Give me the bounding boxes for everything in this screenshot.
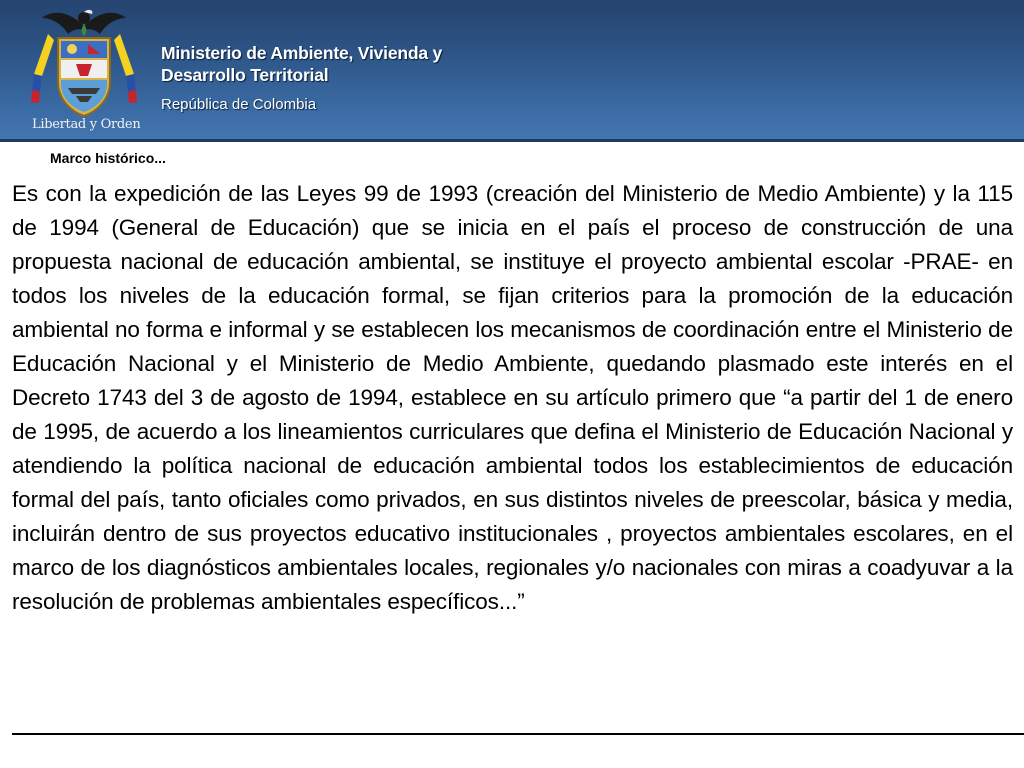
body-paragraph: Es con la expedición de las Leyes 99 de 1993 (creación del Ministerio de Medio Ambiente) y la 115 de 1994 (General de Educación) que se inicia en el país el proceso de construcción de una propuesta nacional de educación ambiental, se instituye el proyecto ambiental escolar -PRAE- en todos los niveles de la educación formal, se fijan criterios para la promoción de la educación ambiental no forma e informal y se establecen los mecanismos de coordinación entre el Ministerio de Educación Nacional y el Ministerio de Medio Ambiente, quedando plasmado este interés en el Decreto 1743 del 3 de agosto de 1994, establece en su artículo primero que “a partir del 1 de enero de 1995, de acuerdo a los lineamientos curriculares que defina el Ministerio de Educación Nacional y atendiendo la política nacional de educación ambiental todos los establecimientos de educación formal del país, tanto oficiales como privados, en sus distintos niveles de preescolar, básica y media, incluirán dentro de sus proyectos educativo institucionales , proyectos ambientales escolares, en el marco de los diagnósticos ambientales locales, regionales y/o nacionales con miras a coadyuvar a la resolución de problemas ambientales específicos...” (12, 181, 1013, 614)
ministry-name (161, 42, 491, 86)
ministry-name-line-1: Ministerio de Ambiente, Vivienda y (161, 43, 443, 63)
ministry-name-line-2: Desarrollo Territorial (161, 65, 329, 85)
section-title: Marco histórico... (50, 150, 166, 166)
country-name: República de Colombia (161, 96, 317, 113)
bottom-divider (12, 733, 1024, 735)
header-banner (0, 0, 1024, 142)
emblem-motto: Libertad y Orden (32, 117, 141, 132)
